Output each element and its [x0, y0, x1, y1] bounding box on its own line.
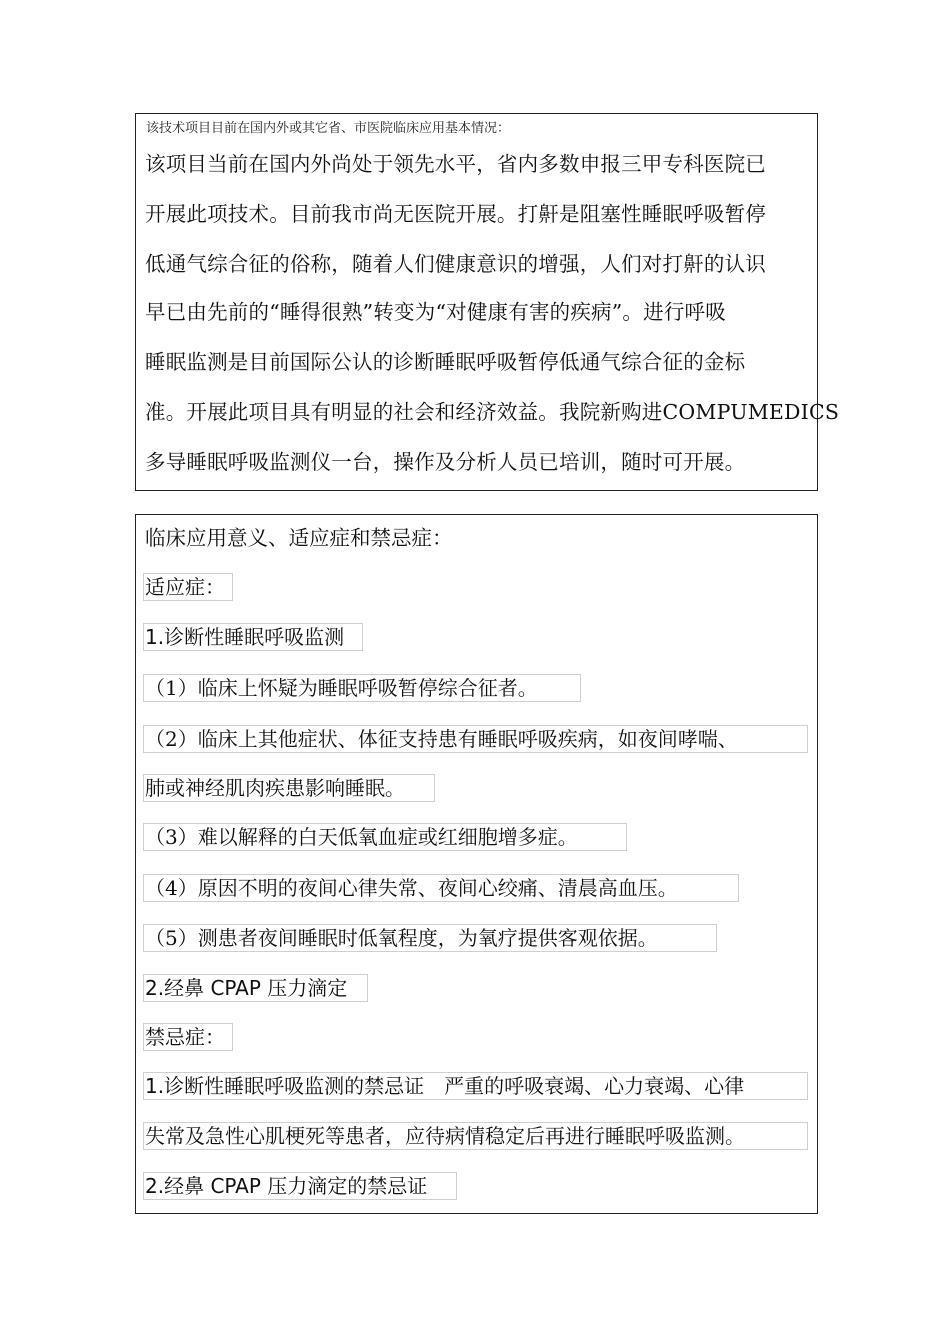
section-heading: 临床应用意义、适应症和禁忌症： [145, 526, 453, 550]
paragraph-line: 准。开展此项目具有明显的社会和经济效益。我院新购进COMPUMEDICS [145, 400, 840, 424]
list-item: （3）难以解释的白天低氧血症或红细胞增多症。 [143, 823, 627, 851]
paragraph-line: 早已由先前的“睡得很熟”转变为“对健康有害的疾病”。进行呼吸 [145, 300, 726, 324]
indications-label: 适应症： [143, 573, 233, 601]
list-item: 2.经鼻 CPAP 压力滴定的禁忌证 [143, 1172, 457, 1200]
list-item: 2.经鼻 CPAP 压力滴定 [143, 974, 368, 1002]
list-item: 失常及急性心肌梗死等患者，应待病情稳定后再进行睡眠呼吸监测。 [143, 1122, 808, 1150]
paragraph-line: 多导睡眠呼吸监测仪一台，操作及分析人员已培训，随时可开展。 [145, 450, 746, 474]
section-heading: 该技术项目目前在国内外或其它省、市医院临床应用基本情况： [146, 121, 511, 136]
list-item: （1）临床上怀疑为睡眠呼吸暂停综合征者。 [143, 674, 581, 702]
list-item: 肺或神经肌肉疾患影响睡眠。 [143, 774, 435, 802]
paragraph-line: 该项目当前在国内外尚处于领先水平，省内多数申报三甲专科医院已 [145, 152, 766, 176]
clinical-significance-section [135, 514, 818, 1214]
list-item: （5）测患者夜间睡眠时低氧程度，为氧疗提供客观依据。 [143, 924, 717, 952]
paragraph-line: 低通气综合征的俗称，随着人们健康意识的增强，人们对打鼾的认识 [145, 252, 766, 276]
list-item: 1.诊断性睡眠呼吸监测的禁忌证 严重的呼吸衰竭、心力衰竭、心律 [143, 1072, 808, 1100]
list-item: 1.诊断性睡眠呼吸监测 [143, 623, 363, 651]
contraindications-label: 禁忌症： [143, 1023, 233, 1051]
paragraph-line: 睡眠监测是目前国际公认的诊断睡眠呼吸暂停低通气综合征的金标 [145, 350, 746, 374]
application-status-section [135, 113, 840, 491]
list-item: （2）临床上其他症状、体征支持患有睡眠呼吸疾病，如夜间哮喘、 [143, 725, 808, 753]
paragraph-line: 开展此项技术。目前我市尚无医院开展。打鼾是阻塞性睡眠呼吸暂停 [145, 202, 766, 226]
list-item: （4）原因不明的夜间心律失常、夜间心绞痛、清晨高血压。 [143, 874, 739, 902]
